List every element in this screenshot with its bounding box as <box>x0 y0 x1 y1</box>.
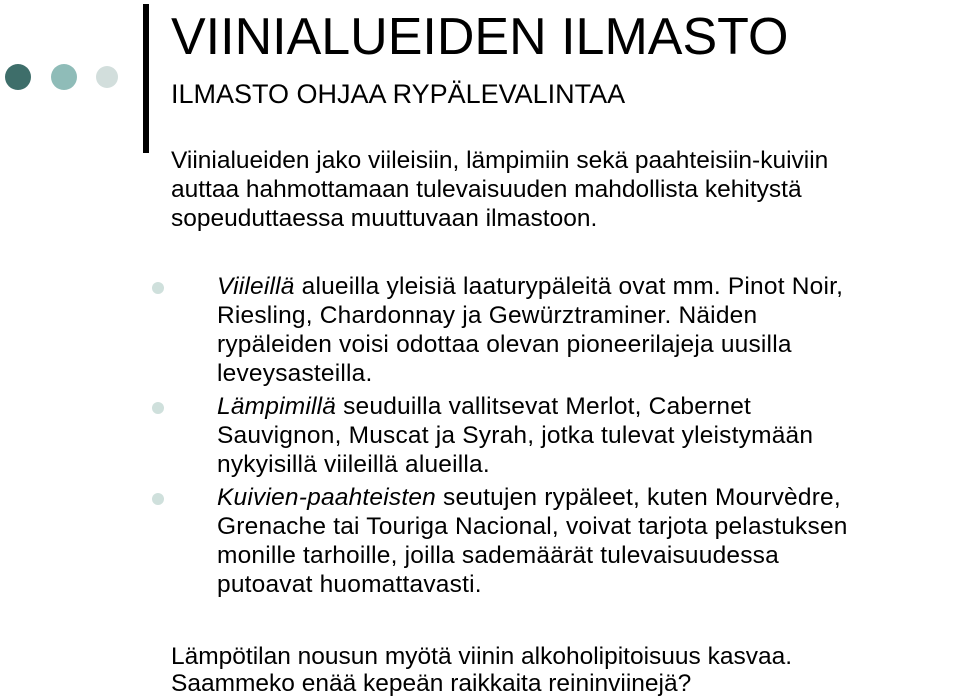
bullet-text: rypäleiden voisi odottaa olevan pioneerilajeja uusilla <box>217 331 792 358</box>
bullet-item-cool <box>150 272 960 388</box>
intro-line: Viinialueiden jako viileisiin, lämpimiin sekä paahteisiin-kuiviin <box>171 147 829 174</box>
bullet-text: leveysasteilla. <box>217 360 373 387</box>
closing-paragraph <box>171 643 960 697</box>
bullet-list <box>150 272 960 603</box>
decor-dot-dark <box>5 64 31 90</box>
bullet-text: Riesling, Chardonnay ja Gewürztraminer. Näiden <box>217 302 758 329</box>
bullet-item-warm <box>150 392 960 479</box>
bullet-text: alueilla yleisiä laaturypäleitä ovat mm. Pinot Noir, <box>294 273 844 300</box>
intro-paragraph <box>171 146 960 233</box>
bullet-text: seuduilla vallitsevat Merlot, Cabernet <box>336 393 752 420</box>
bullet-dot-icon <box>152 282 164 294</box>
bullet-text: monille tarhoille, joilla sademäärät tulevaisuudessa <box>217 542 779 569</box>
closing-line: Saammeko enää kepeän raikkaita reininviinejä? <box>171 670 692 697</box>
bullet-dot-icon <box>152 402 164 414</box>
slide-subtitle: ILMASTO OHJAA RYPÄLEVALINTAA <box>171 79 626 109</box>
decor-dot-medium <box>51 64 77 90</box>
intro-line: sopeuduttaessa muuttuvaan ilmastoon. <box>171 205 598 232</box>
bullet-lead: Viileillä <box>217 273 295 300</box>
bullet-text: Sauvignon, Muscat ja Syrah, jotka tulevat yleistymään <box>217 422 814 449</box>
decor-dot-light <box>96 66 118 88</box>
slide-title: VIINIALUEIDEN ILMASTO <box>171 8 789 66</box>
bullet-lead: Kuivien-paahteisten <box>217 484 437 511</box>
bullet-text: seutujen rypäleet, kuten Mourvèdre, <box>436 484 841 511</box>
closing-line: Lämpötilan nousun myötä viinin alkoholipitoisuus kasvaa. <box>171 643 793 670</box>
intro-line: auttaa hahmottamaan tulevaisuuden mahdollista kehitystä <box>171 176 802 203</box>
bullet-lead: Lämpimillä <box>217 393 337 420</box>
bullet-text: Grenache tai Touriga Nacional, voivat tarjota pelastuksen <box>217 513 848 540</box>
bullet-dot-icon <box>152 493 164 505</box>
bullet-text: putoavat huomattavasti. <box>217 571 482 598</box>
title-divider-bar <box>143 4 149 153</box>
bullet-item-hot-dry <box>150 483 960 599</box>
bullet-text: nykyisillä viileillä alueilla. <box>217 451 490 478</box>
